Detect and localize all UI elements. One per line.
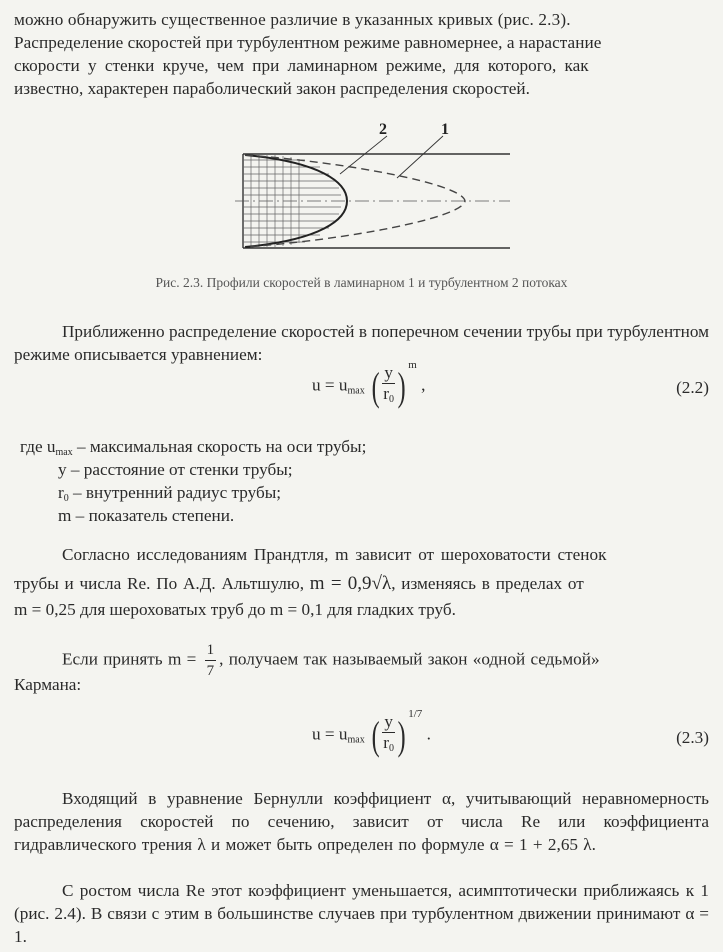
eq22-fraction [382, 363, 395, 410]
paragraph-approximation: Приближенно распределение скоростей в поперечном сечении трубы при турбулентном режиме описывается уравнением: [14, 322, 709, 364]
where-item-r0: $r_0$ – внутренний радиус трубы; [58, 483, 282, 504]
eq23-paren-open: ( [371, 712, 380, 758]
intro-line-2: Распределение скоростей при турбулентном режиме равномернее, а нарастание [14, 33, 602, 52]
prandtl-line-2: трубы и числа Re. По А.Д. Альтшулю, m = 0,9√λ, изменяясь в пределах от [14, 573, 584, 594]
paragraph-bernoulli: Входящий в уравнение Бернулли коэффициент α, учитывающий неравномерность распределения скоростей по сечению, зависит от числа Re или коэффициента гидравлического трения λ и может быть определен по формуле α = 1 + 2,65 λ. [14, 789, 709, 854]
figure-caption: Рис. 2.3. Профили скоростей в ламинарном 1 и турбулентном 2 потоках [155, 275, 568, 290]
intro-line-1: можно обнаружить существенное различие в указанных кривых (рис. 2.3). [14, 10, 571, 29]
eq22-num: y [384, 363, 393, 382]
prandtl-line-1: Согласно исследованиям Прандтля, m зависит от шероховатости стенок [62, 545, 607, 564]
paragraph-re: С ростом числа Re этот коэффициент уменьшается, асимптотически приближаясь к 1 (рис. 2.4). В связи с этим в большинстве случаев при турбулентном движении принимают α = 1. [14, 881, 709, 946]
altshul-formula: m = 0,9√λ [309, 573, 392, 594]
eq22-exponent: m [408, 359, 417, 372]
karman-line-2: Кармана: [14, 675, 82, 694]
where-item-umax: где $u_{max}$ – максимальная скорость на оси трубы; [20, 437, 367, 458]
eq23-paren-close: ) [397, 712, 406, 758]
equation-number-2-3: (2.3) [676, 728, 709, 747]
velocity-profile-figure [225, 122, 510, 262]
eq23-fraction [382, 712, 395, 759]
where-item-y: y – расстояние от стенки трубы; [58, 460, 293, 479]
eq22-den: r [383, 384, 389, 403]
karman-m-eq: m = [167, 649, 197, 669]
eq23-lhs: u = u [312, 724, 348, 744]
eq22-paren-close: ) [397, 363, 406, 409]
eq23-den: r [383, 733, 389, 752]
intro-line-3: скорости у стенки круче, чем при ламинарном режиме, для которого, как [14, 56, 589, 75]
figure-label-1: 1 [441, 122, 449, 138]
eq22-den-sub: 0 [388, 394, 394, 405]
equation-2-3 [312, 708, 431, 759]
figure-label-2: 2 [379, 122, 387, 138]
eq22-sub: max [347, 385, 365, 397]
eq23-den-sub: 0 [388, 743, 394, 754]
eq23-tail: . [426, 724, 431, 744]
equation-2-2 [312, 359, 426, 410]
eq22-paren-open: ( [371, 363, 380, 409]
equation-number-2-2: (2.2) [676, 378, 709, 397]
karman-line-1: Если принять m = $\frac{1}{7}$ , получаем так называемый закон «одной седьмой» [62, 642, 600, 679]
where-item-m: m – показатель степени. [58, 506, 235, 525]
eq22-lhs: u = u [312, 375, 348, 395]
intro-line-4: известно, характерен параболический закон распределения скоростей. [14, 79, 530, 98]
eq23-num: y [384, 712, 393, 731]
karman-fraction: $\frac{1}{7}$ [206, 642, 215, 679]
prandtl-line-3: m = 0,25 для шероховатых труб до m = 0,1 для гладких труб. [14, 600, 456, 619]
eq23-sub: max [347, 734, 365, 746]
eq22-tail: , [421, 375, 426, 395]
eq23-exponent: 1/7 [408, 708, 423, 721]
